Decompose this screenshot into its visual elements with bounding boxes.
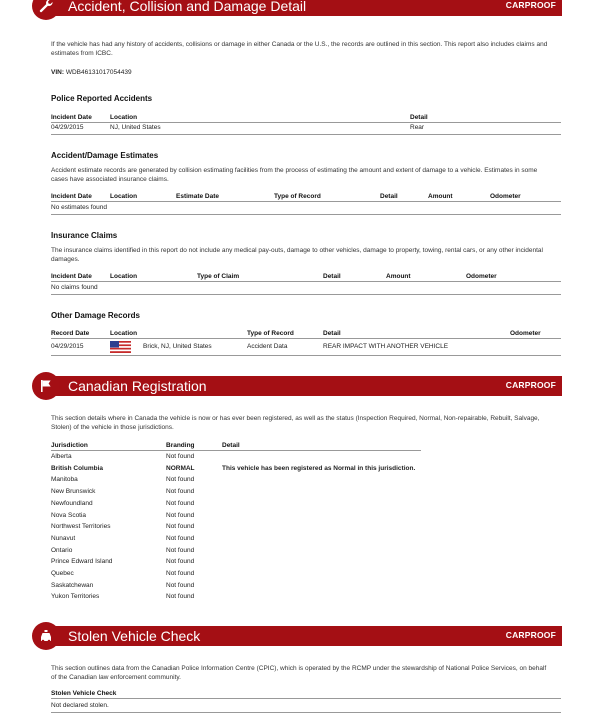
registration-intro: This section details where in Canada the vehicle is now or has ever been registered, as well as the status (Inspection Required, Normal, Non-repairable, Rebuilt, Salvage, Stolen) of the vehicle in those jurisdictions. (51, 415, 540, 431)
col-odometer: Odometer (510, 330, 541, 337)
police-heading: Police Reported Accidents (51, 94, 153, 103)
jurisdiction-cell: British Columbia (51, 464, 104, 472)
col-type-of-record: Type of Record (274, 193, 321, 200)
stolen-section-header (38, 626, 562, 646)
vin-value: WDB46131017054439 (65, 69, 132, 76)
divider (51, 134, 561, 135)
jurisdiction-cell: New Brunswick (51, 488, 96, 496)
estimates-empty: No estimates found (51, 204, 108, 211)
branding-cell: Not found (166, 570, 195, 577)
branding-cell: Not found (166, 511, 195, 519)
stolen-status: Not declared stolen. (51, 702, 109, 709)
wrench-icon (32, 0, 60, 20)
branding-cell: Not found (166, 499, 195, 507)
jurisdiction-cell: Nunavut (51, 534, 76, 542)
divider (51, 450, 421, 451)
col-detail: Detail (323, 330, 341, 337)
other-type: Accident Data (247, 343, 288, 350)
col-incident-date: Incident Date (51, 193, 92, 200)
accident-intro: If the vehicle has had any history of accidents, collisions or damage in either Canada or the U.S., the records are outlined in this section. This report also includes claims and estimates from ICBC. (51, 41, 548, 57)
police-car-icon (32, 622, 60, 650)
jurisdiction-cell: Prince Edward Island (51, 558, 113, 566)
branding-cell: Not found (166, 523, 195, 531)
registration-section-header (38, 376, 562, 396)
divider (51, 355, 561, 356)
estimates-heading: Accident/Damage Estimates (51, 151, 159, 160)
divider (51, 201, 561, 202)
divider (51, 338, 561, 339)
col-location: Location (110, 193, 138, 200)
section-title: Stolen Vehicle Check (68, 628, 201, 644)
vin-line (51, 69, 132, 76)
estimates-intro: Accident estimate records are generated by collision estimating facilities from the process of estimating the amount and extent of damage to a vehicle. Estimates in some cases have associated insurance claims. (51, 167, 538, 183)
col-odometer: Odometer (490, 193, 521, 200)
col-detail: Detail (222, 442, 240, 449)
jurisdiction-cell: Newfoundland (51, 499, 93, 507)
jurisdiction-cell: Quebec (51, 570, 74, 577)
col-location: Location (110, 114, 138, 121)
divider (51, 294, 561, 295)
col-incident-date: Incident Date (51, 273, 92, 280)
us-flag-icon (110, 341, 131, 353)
divider (51, 122, 561, 123)
jurisdiction-cell: Nova Scotia (51, 511, 87, 519)
divider (51, 712, 561, 713)
branding-cell: Not found (166, 558, 195, 566)
other-heading: Other Damage Records (51, 311, 140, 320)
claims-heading: Insurance Claims (51, 231, 118, 240)
carproof-brand: CARPROOF (505, 380, 556, 390)
accident-section-header (38, 0, 562, 16)
col-jurisdiction: Jurisdiction (51, 442, 88, 449)
col-location: Location (110, 330, 138, 337)
branding-cell: NORMAL (166, 464, 195, 472)
col-detail: Detail (380, 193, 398, 200)
col-record-date: Record Date (51, 330, 90, 337)
branding-cell: Not found (166, 593, 195, 601)
jurisdiction-cell: Saskatchewan (51, 581, 94, 589)
branding-cell: Not found (166, 476, 195, 484)
col-type-of-record: Type of Record (247, 330, 294, 337)
col-detail: Detail (323, 273, 341, 280)
carproof-brand: CARPROOF (505, 630, 556, 640)
police-date: 04/29/2015 (51, 124, 84, 131)
col-stolen-vehicle-check: Stolen Vehicle Check (51, 690, 117, 697)
claims-intro: The insurance claims identified in this report do not include any medical pay-outs, damage to other vehicles, damage to property, towing, rental cars, or any other incidental damages. (51, 247, 543, 263)
divider (51, 281, 561, 282)
vin-label: VIN: (51, 69, 64, 76)
carproof-brand: CARPROOF (505, 0, 556, 10)
divider (51, 214, 561, 215)
col-estimate-date: Estimate Date (176, 193, 219, 200)
branding-cell: Not found (166, 534, 195, 542)
branding-cell: Not found (166, 546, 195, 554)
col-branding: Branding (166, 442, 195, 449)
other-detail: REAR IMPACT WITH ANOTHER VEHICLE (323, 343, 449, 350)
col-incident-date: Incident Date (51, 114, 92, 121)
police-location: NJ, United States (110, 124, 161, 131)
section-title: Accident, Collision and Damage Detail (68, 0, 307, 14)
branding-cell: Not found (166, 488, 195, 496)
branding-cell: Not found (166, 453, 195, 460)
jurisdiction-cell: Alberta (51, 453, 72, 460)
divider (51, 698, 561, 699)
col-type-of-claim: Type of Claim (197, 273, 240, 280)
col-amount: Amount (428, 193, 453, 200)
col-amount: Amount (386, 273, 411, 280)
col-odometer: Odometer (466, 273, 497, 280)
col-location: Location (110, 273, 138, 280)
section-title: Canadian Registration (68, 378, 207, 394)
stolen-intro: This section outlines data from the Canadian Police Information Centre (CPIC), which is operated by the RCMP under the stewardship of National Police Services, on behalf of the Canadian law enforcement community. (51, 665, 547, 681)
branding-cell: Not found (166, 581, 195, 589)
police-detail: Rear (410, 124, 425, 131)
flag-icon (32, 372, 60, 400)
jurisdiction-cell: Yukon Territories (51, 593, 100, 601)
col-detail: Detail (410, 114, 428, 121)
jurisdiction-cell: Northwest Territories (51, 523, 111, 531)
other-location: Brick, NJ, United States (143, 343, 212, 350)
detail-cell: This vehicle has been registered as Normal in this jurisdiction. (222, 464, 416, 472)
claims-empty: No claims found (51, 284, 98, 291)
jurisdiction-cell: Ontario (51, 546, 73, 554)
other-date: 04/29/2015 (51, 343, 84, 350)
jurisdiction-cell: Manitoba (51, 476, 78, 484)
